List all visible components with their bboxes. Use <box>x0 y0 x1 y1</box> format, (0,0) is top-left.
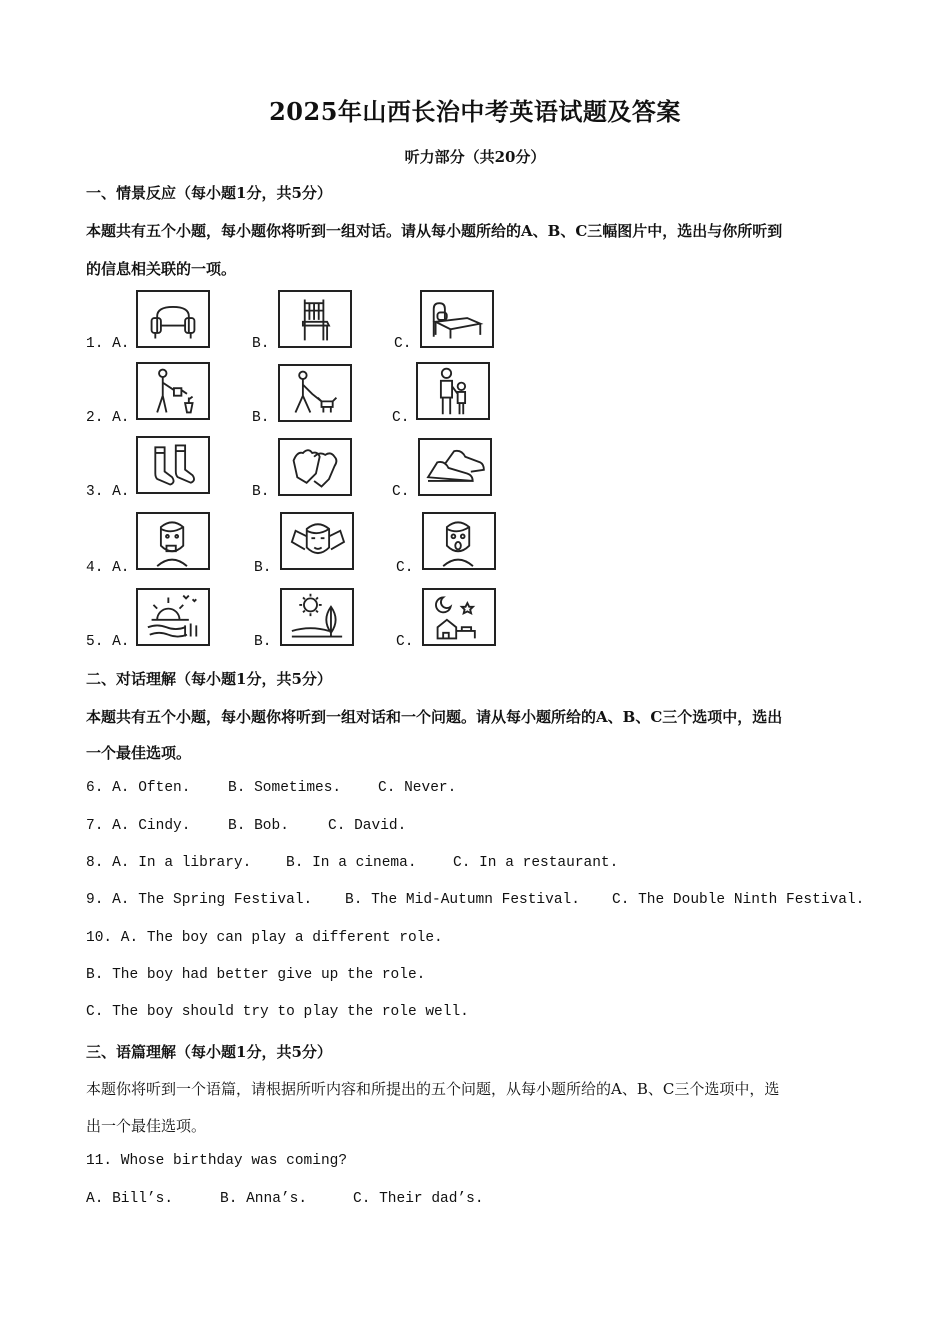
walking-dog-icon[interactable] <box>278 364 352 422</box>
chair-icon[interactable] <box>278 290 352 348</box>
socks-icon[interactable] <box>136 436 210 494</box>
q8-option-a: 8. A. In a library. <box>86 855 252 871</box>
q6-option-c: C. Never. <box>378 780 457 796</box>
q7-option-c: C. David. <box>328 818 407 834</box>
section1-instruction-line2: 的信息相关联的一项。 <box>86 260 237 278</box>
section3-instruction-line1: 本题你将听到一个语篇，请根据所听内容和所提出的五个问题，从每小题所给的A、B、C三个选项中，选 <box>86 1080 780 1098</box>
sunrise-icon[interactable] <box>136 588 210 646</box>
q3-label-a: 3. A. <box>86 484 130 500</box>
q2-label-c: C. <box>392 410 410 426</box>
q4-label-a: 4. A. <box>86 560 130 576</box>
q7-option-b: B. Bob. <box>228 818 289 834</box>
q2-label-a: 2. A. <box>86 410 130 426</box>
section1-instruction-line1: 本题共有五个小题，每小题你将听到一组对话。请从每小题所给的A、B、C三幅图片中，选出与你所听到 <box>86 222 783 240</box>
parent-child-icon[interactable] <box>416 362 490 420</box>
sunny-field-icon[interactable] <box>280 588 354 646</box>
bed-icon[interactable] <box>420 290 494 348</box>
q1-label-a: 1. A. <box>86 336 130 352</box>
q3-label-b: B. <box>252 484 270 500</box>
surprised-boy-icon[interactable] <box>422 512 496 570</box>
q11-option-c: C. Their dad’s. <box>353 1191 484 1207</box>
q8-option-b: B. In a cinema. <box>286 855 417 871</box>
page-subtitle: 听力部分（共20分） <box>404 148 546 166</box>
q8-option-c: C. In a restaurant. <box>453 855 619 871</box>
q9-option-a: 9. A. The Spring Festival. <box>86 892 313 908</box>
sneakers-icon[interactable] <box>418 438 492 496</box>
watering-plant-icon[interactable] <box>136 362 210 420</box>
night-house-icon[interactable] <box>422 588 496 646</box>
q1-label-c: C. <box>394 336 412 352</box>
section2-heading: 二、对话理解（每小题1分，共5分） <box>86 670 332 688</box>
section1-heading: 一、情景反应（每小题1分，共5分） <box>86 184 332 202</box>
q9-option-c: C. The Double Ninth Festival. <box>612 892 865 908</box>
q2-label-b: B. <box>252 410 270 426</box>
q6-option-a: 6. A. Often. <box>86 780 191 796</box>
q5-label-a: 5. A. <box>86 634 130 650</box>
q11-question: 11. Whose birthday was coming? <box>86 1153 348 1169</box>
section2-instruction-line2: 一个最佳选项。 <box>86 744 192 762</box>
q11-option-b: B. Anna’s. <box>220 1191 308 1207</box>
q10-option-b: B. The boy had better give up the role. <box>86 967 426 983</box>
q6-option-b: B. Sometimes. <box>228 780 342 796</box>
gloves-icon[interactable] <box>278 438 352 496</box>
q5-label-c: C. <box>396 634 414 650</box>
q7-option-a: 7. A. Cindy. <box>86 818 191 834</box>
tired-boy-icon[interactable] <box>280 512 354 570</box>
q4-label-c: C. <box>396 560 414 576</box>
page-title: 2025年山西长治中考英语试题及答案 <box>269 97 681 126</box>
q5-label-b: B. <box>254 634 272 650</box>
q10-option-c: C. The boy should try to play the role well. <box>86 1004 469 1020</box>
coughing-boy-icon[interactable] <box>136 512 210 570</box>
q11-option-a: A. Bill’s. <box>86 1191 174 1207</box>
q4-label-b: B. <box>254 560 272 576</box>
section3-heading: 三、语篇理解（每小题1分，共5分） <box>86 1043 332 1061</box>
q1-label-b: B. <box>252 336 270 352</box>
q3-label-c: C. <box>392 484 410 500</box>
armchair-icon[interactable] <box>136 290 210 348</box>
q10-option-a: 10. A. The boy can play a different role. <box>86 930 443 946</box>
section3-instruction-line2: 出一个最佳选项。 <box>86 1117 207 1135</box>
section2-instruction-line1: 本题共有五个小题，每小题你将听到一组对话和一个问题。请从每小题所给的A、B、C三个选项中，选出 <box>86 708 783 726</box>
q9-option-b: B. The Mid-Autumn Festival. <box>345 892 580 908</box>
